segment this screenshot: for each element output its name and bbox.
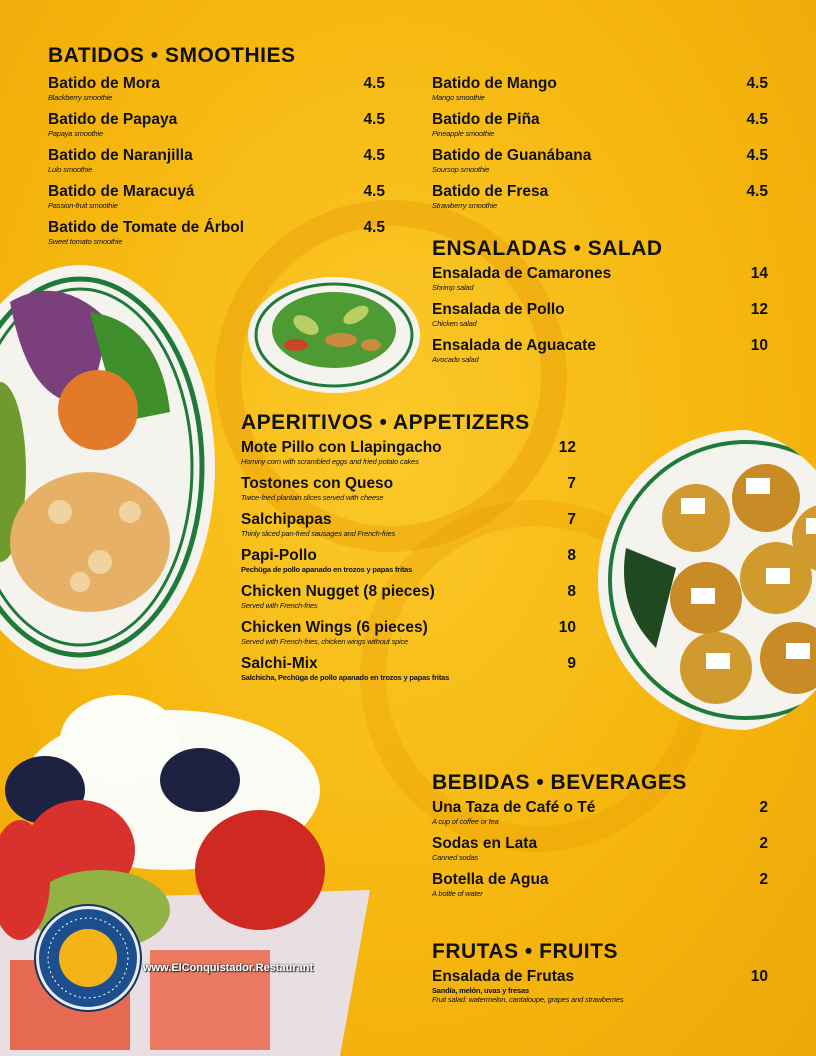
menu-item (432, 75, 768, 111)
section-title: BEBIDAS • BEVERAGES (432, 771, 687, 794)
item-name: Batido de Mango (432, 75, 557, 92)
menu-item (432, 835, 768, 871)
section-title: APERITIVOS • APPETIZERS (241, 411, 530, 434)
item-name: Salchipapas (241, 511, 332, 528)
item-price: 7 (567, 475, 576, 492)
menu-item (432, 265, 768, 301)
item-desc: A cup of coffee or tea (432, 817, 499, 826)
item-price: 10 (750, 968, 768, 985)
item-price: 4.5 (363, 147, 385, 164)
item-name: Batido de Naranjilla (48, 147, 193, 164)
item-price: 7 (567, 511, 576, 528)
item-name: Batido de Mora (48, 75, 160, 92)
menu-item (432, 968, 768, 1008)
menu-item (241, 511, 576, 547)
menu-item (48, 183, 385, 219)
item-desc: Strawberry smoothie (432, 201, 497, 210)
beverages-section (432, 771, 768, 907)
smoothies-section (48, 44, 768, 72)
item-desc: Shrimp salad (432, 283, 474, 292)
item-desc-english: Fruit salad: watermelon, cantaloupe, grapes and strawberries (432, 995, 624, 1004)
item-price: 4.5 (746, 183, 768, 200)
item-name: Tostones con Queso (241, 475, 394, 492)
menu-item (432, 147, 768, 183)
item-name: Ensalada de Frutas (432, 968, 575, 985)
item-price: 10 (558, 619, 576, 636)
menu-item (48, 147, 385, 183)
item-desc: Mango smoothie (432, 93, 485, 102)
item-name: Batido de Fresa (432, 183, 549, 200)
item-price: 4.5 (746, 75, 768, 92)
item-name: Mote Pillo con Llapingacho (241, 439, 442, 456)
item-name: Ensalada de Aguacate (432, 337, 596, 354)
item-name: Batido de Guanábana (432, 147, 592, 164)
item-name: Salchi-Mix (241, 655, 318, 672)
item-desc: Hominy corn with scrambled eggs and fried potato cakes (241, 457, 419, 466)
menu-item (432, 337, 768, 373)
fruits-section (432, 940, 768, 1008)
item-desc: Lulo smoothie (48, 165, 93, 174)
menu-item (241, 583, 576, 619)
item-desc: Soursop smoothie (432, 165, 490, 174)
section-title: FRUTAS • FRUITS (432, 940, 618, 963)
item-name: Chicken Nugget (8 pieces) (241, 583, 435, 600)
menu-item (48, 219, 385, 255)
item-desc: Salchicha, Pechüga de pollo apanado en trozos y papas fritas (241, 673, 450, 682)
item-name: Sodas en Lata (432, 835, 538, 852)
section-title: ENSALADAS • SALAD (432, 237, 663, 260)
item-price: 4.5 (363, 219, 385, 236)
appetizers-section (241, 411, 576, 691)
item-desc: Pineapple smoothie (432, 129, 495, 138)
section-title: BATIDOS • SMOOTHIES (48, 44, 296, 67)
item-price: 4.5 (746, 111, 768, 128)
item-name: Batido de Maracuyá (48, 183, 195, 200)
smoothies-list-right (432, 75, 768, 219)
item-name: Ensalada de Pollo (432, 301, 565, 318)
menu-item (48, 75, 385, 111)
item-desc: Twice-fried plantain slices served with cheese (241, 493, 384, 502)
menu-item (432, 799, 768, 835)
item-desc: Blackberry smoothie (48, 93, 113, 102)
item-desc: Served with French-fries, chicken wings without spice (241, 637, 408, 646)
menu-item (432, 871, 768, 907)
menu-item (241, 547, 576, 583)
website-url[interactable]: www.ElConquistador.Restaurant (143, 962, 314, 974)
item-name: Chicken Wings (6 pieces) (241, 619, 428, 636)
item-name: Papi-Pollo (241, 547, 317, 564)
item-price: 14 (750, 265, 768, 282)
item-price: 12 (558, 439, 576, 456)
menu-item (48, 111, 385, 147)
item-name: Ensalada de Camarones (432, 265, 612, 282)
item-name: Una Taza de Café o Té (432, 799, 596, 816)
menu-item (241, 619, 576, 655)
item-price: 2 (759, 835, 768, 852)
menu-item (432, 301, 768, 337)
item-desc: Passion-fruit smoothie (48, 201, 118, 210)
menu-item (241, 475, 576, 511)
salads-section (432, 237, 768, 373)
item-price: 4.5 (746, 147, 768, 164)
item-desc: Papaya smoothie (48, 129, 103, 138)
item-desc: Avocado salad (432, 355, 479, 364)
logo-emblem-icon (59, 929, 117, 987)
menu-item (241, 655, 576, 691)
item-price: 12 (750, 301, 768, 318)
salad-plate-image (246, 275, 422, 395)
item-name: Batido de Papaya (48, 111, 178, 128)
item-price: 4.5 (363, 75, 385, 92)
item-price: 8 (567, 547, 576, 564)
item-price: 4.5 (363, 111, 385, 128)
item-price: 9 (567, 655, 576, 672)
restaurant-logo (36, 906, 140, 1010)
item-desc: Served with French-fries (241, 601, 318, 610)
item-price: 8 (567, 583, 576, 600)
item-price: 4.5 (363, 183, 385, 200)
item-desc: Chicken salad (432, 319, 477, 328)
item-desc: Pechüga de pollo apanado en trozos y papas fritas (241, 565, 413, 574)
item-desc: Sandía, melón, uvas y fresas (432, 986, 529, 995)
item-desc: Thinly sliced pan-fried sausages and French-fries (241, 529, 396, 538)
smoothies-list-left (48, 75, 385, 255)
item-desc: Sweet tomato smoothie (48, 237, 123, 246)
item-name: Botella de Agua (432, 871, 549, 888)
item-name: Batido de Tomate de Árbol (48, 219, 245, 236)
item-desc: A bottle of water (432, 889, 483, 898)
mote-pillo-plate-image (0, 262, 220, 672)
item-name: Batido de Piña (432, 111, 540, 128)
item-price: 10 (750, 337, 768, 354)
item-desc: Canned sodas (432, 853, 478, 862)
menu-item (241, 439, 576, 475)
item-price: 2 (759, 871, 768, 888)
menu-item (432, 111, 768, 147)
item-price: 2 (759, 799, 768, 816)
menu-item (432, 183, 768, 219)
